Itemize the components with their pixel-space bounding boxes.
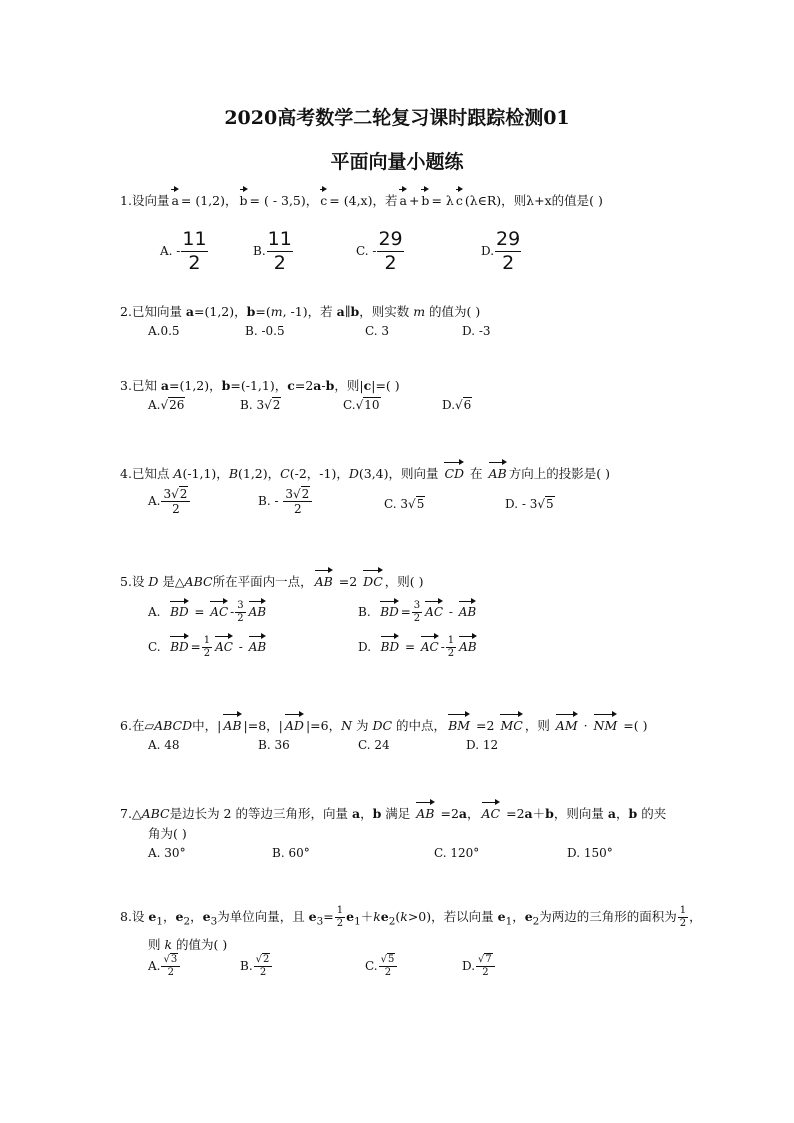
vector-CD: CD: [444, 459, 464, 482]
fraction: $\frac{3√2}{2}$: [283, 488, 312, 515]
fraction: $\frac{11}{2}$: [182, 228, 207, 274]
option-D[interactable]: D. 150°: [567, 846, 613, 860]
option-C[interactable]: C. 3√5: [384, 497, 425, 511]
option-C[interactable]: C.√10: [343, 398, 380, 412]
vector-a: a: [399, 186, 406, 209]
option-A[interactable]: A. BD = AC - $\frac{3}{2}$ AB: [148, 600, 267, 624]
option-D[interactable]: D. 12: [466, 738, 499, 752]
question-8-stem: 8.设 $e_1$，$e_2$，$e_3$为单位向量，且 $e_3=$ $\frac{1}{2}$ $e_1+ke_2(k>0)$，若以向量 $e_1$，$e_2$为两边的三角形的面积为 $\frac{1}{2}$ ，: [120, 905, 702, 929]
option-B[interactable]: B. 3√2: [240, 398, 281, 412]
vector-b: b: [421, 186, 429, 209]
option-B[interactable]: B. BD = $\frac{3}{2}$ AC - AB: [358, 600, 477, 624]
option-A[interactable]: A.0.5: [148, 324, 180, 338]
option-C[interactable]: C. BD = $\frac{1}{2}$ AC - AB: [148, 635, 267, 659]
fraction: $\frac{29}{2}$: [496, 228, 521, 274]
option-B[interactable]: B. - $\frac{3√2}{2}$: [258, 488, 313, 515]
option-A[interactable]: A. 30°: [148, 846, 186, 860]
sqrt-symbol: √5: [537, 497, 554, 511]
option-B[interactable]: B. -0.5: [245, 324, 285, 338]
option-B[interactable]: B. 60°: [272, 846, 310, 860]
question-3-stem: 3.已知 a=(1,2)，b=(-1,1)，c=2a-b，则|c|=( ): [120, 378, 400, 393]
question-4-stem: 4.已知点 A(-1,1)，B(1,2)，C(-2，-1)，D(3,4)，则向量 CD 在 AB 方向上的投影是( ): [120, 459, 610, 482]
option-D[interactable]: D.√6: [442, 398, 472, 412]
option-B[interactable]: B. $\frac{√2}{2}$: [240, 955, 273, 978]
option-A[interactable]: A. - $\frac{11}{2}$: [160, 228, 207, 274]
fraction: $\frac{√5}{2}$: [379, 955, 398, 978]
question-number: 1.: [120, 193, 132, 208]
sqrt-symbol: √6: [455, 398, 472, 412]
option-B[interactable]: B. $\frac{11}{2}$: [253, 228, 292, 274]
fraction: $\frac{√2}{2}$: [254, 955, 273, 978]
option-D[interactable]: D. BD = AC - $\frac{1}{2}$ AB: [358, 635, 477, 659]
vector-AB: AB: [489, 459, 507, 482]
sqrt-symbol: √2: [264, 398, 281, 412]
option-C[interactable]: C. 3: [365, 324, 390, 338]
sqrt-symbol: √5: [408, 497, 425, 511]
option-D[interactable]: D. -3: [462, 324, 491, 338]
option-D[interactable]: D. $\frac{√7}{2}$: [462, 955, 496, 978]
sqrt-symbol: √10: [355, 398, 380, 412]
option-C[interactable]: C. 24: [358, 738, 390, 752]
option-A[interactable]: A. $\frac{3√2}{2}$: [148, 488, 191, 515]
option-A[interactable]: A.√26: [148, 398, 185, 412]
question-8-stem-line2: 则 k 的值为( ): [148, 937, 228, 952]
fraction: $\frac{√3}{2}$: [161, 955, 180, 978]
fraction: $\frac{11}{2}$: [267, 228, 292, 274]
vector-DC: DC: [363, 567, 383, 590]
fraction: $\frac{√7}{2}$: [476, 955, 495, 978]
option-B[interactable]: B. 36: [258, 738, 290, 752]
question-2-stem: 2.已知向量 a=(1,2)，b=(m, -1)，若 a∥b，则实数 m 的值为( ): [120, 304, 481, 319]
question-7-stem-line2: 角为( ): [148, 826, 187, 841]
vector-a: a: [171, 186, 178, 209]
question-1-stem: 1.设向量 a = (1,2)， b = ( - 3,5)， c = (4,x)，若 a + b = λ c (λ∈R)，则λ+x的值是( ): [120, 186, 603, 209]
vector-c: c: [320, 186, 327, 209]
vector-AB: AB: [315, 567, 333, 590]
page-subtitle: 平面向量小题练: [330, 151, 464, 173]
sqrt-symbol: √26: [160, 398, 185, 412]
vector-b: b: [240, 186, 248, 209]
option-C[interactable]: C. - $\frac{29}{2}$: [356, 228, 403, 274]
option-D[interactable]: D. $\frac{29}{2}$: [481, 228, 521, 274]
option-C[interactable]: C. $\frac{√5}{2}$: [365, 955, 398, 978]
question-6-stem: 6.在▱ABCD中，| AB |=8，| AD |=6，N 为 DC 的中点， BM =2 MC ，则 AM · NM =( ): [120, 711, 647, 734]
option-C[interactable]: C. 120°: [434, 846, 480, 860]
page-title: 2020高考数学二轮复习课时跟踪检测01: [224, 107, 570, 129]
option-A[interactable]: A. $\frac{√3}{2}$: [148, 955, 181, 978]
option-A[interactable]: A. 48: [148, 738, 180, 752]
option-D[interactable]: D. - 3√5: [505, 497, 554, 511]
vector-c: c: [456, 186, 463, 209]
fraction: $\frac{3√2}{2}$: [161, 488, 190, 515]
question-5-stem: 5.设 D 是△ABC所在平面内一点， AB =2 DC ，则( ): [120, 567, 424, 590]
question-7-stem: 7.△ABC是边长为 2 的等边三角形，向量 a，b 满足 AB =2a， AC =2a＋b，则向量 a，b 的夹: [120, 799, 666, 822]
fraction: $\frac{29}{2}$: [378, 228, 403, 274]
